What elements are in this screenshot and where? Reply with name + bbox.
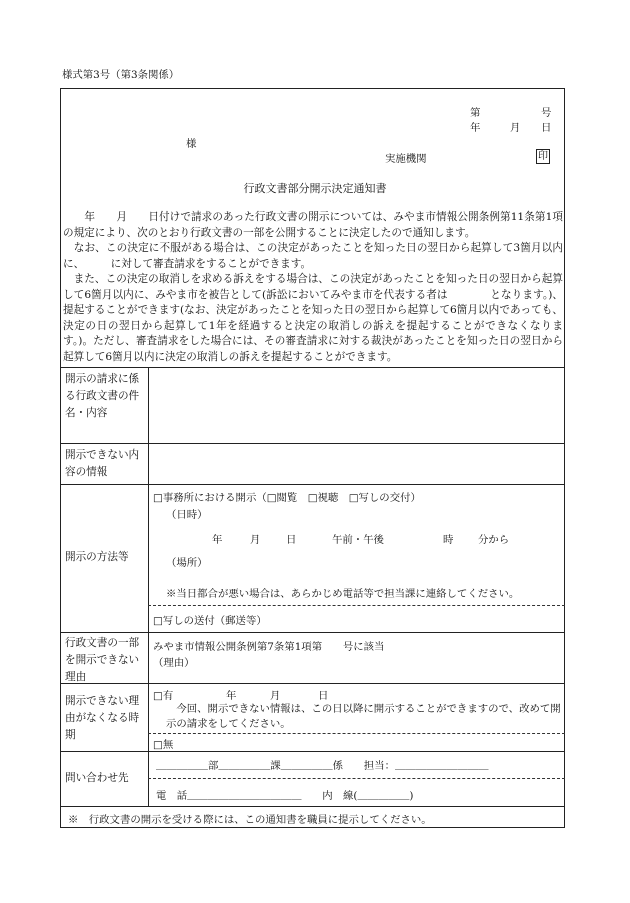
reason-label: 行政文書の一部を開示できない理由	[65, 637, 140, 683]
when-no: □無	[153, 739, 174, 751]
request-label: 開示の請求に係る行政文書の件名・内容	[65, 373, 140, 419]
nondisclose-label: 開示できない内容の情報	[65, 449, 140, 478]
when-day: 日	[318, 690, 329, 702]
date-day: 日	[541, 122, 552, 134]
row-divider	[60, 806, 565, 807]
contact-tel: 電 話＿＿＿＿＿＿＿＿＿＿＿ 内 線(＿＿＿＿＿)	[156, 790, 414, 802]
document-title: 行政文書部分開示決定通知書	[243, 182, 387, 195]
reason-sub: （理由）	[153, 657, 195, 669]
contact-line: ＿＿＿＿＿部＿＿＿＿＿課＿＿＿＿＿係 担当：＿＿＿＿＿＿＿＿＿	[156, 760, 489, 772]
form-id: 様式第3号（第3条関係）	[62, 69, 180, 81]
when-text: 今回、開示できない情報は、この日以降に開示することができますので、改めて開示の請求をしてください。	[166, 703, 561, 730]
method-year: 年	[212, 534, 223, 546]
date-year: 年	[470, 122, 481, 134]
method-hour: 時	[443, 534, 454, 546]
body-paragraph-2: なお、この決定に不服がある場合は、この決定があったことを知った日の翌日から起算して3箇月以内に、 に対して審査請求をすることができます。	[63, 242, 563, 270]
body-paragraph-3: また、この決定の取消しを求める訴えをする場合は、この決定があったことを知った日の翌日から起算して6箇月以内に、みやま市を被告として(訴訟においてみやま市を代表する者は となります。)、提起することができます(なお、決定があったことを知った日の翌日から起算して6箇月以内であっても、決定の日の翌日から起算して1年を経過すると決定の取消しの訴えを提起することができなくなります。)。ただし、審査請求をした場合には、その審査請求に対する裁決があったことを知った日の翌日から起算して6箇月以内に決定の取消しの訴えを提起することができます。	[63, 273, 563, 363]
body-paragraph-1: 年 月 日付けで請求のあった行政文書の開示については、みやま市情報公開条例第11条第1項の規定により、次のとおり行政文書の一部を公開することに決定したので通知します。	[63, 211, 563, 239]
method-place: （場所）	[166, 557, 208, 569]
date-month: 月	[510, 122, 521, 134]
dashed-divider	[148, 733, 565, 734]
method-note: ※当日都合が悪い場合は、あらかじめ電話等で担当課に連絡してください。	[166, 588, 520, 600]
addressee-sama: 様	[186, 138, 197, 150]
method-day: 日	[286, 534, 297, 546]
row-divider	[60, 367, 565, 368]
notice-body	[63, 210, 563, 365]
number-go: 号	[541, 107, 552, 119]
number-dai: 第	[470, 107, 481, 119]
footer-note: ※ 行政文書の開示を受ける際には、この通知書を職員に提示してください。	[68, 814, 432, 826]
column-divider	[148, 367, 149, 806]
reason-text: みやま市情報公開条例第7条第1項第 号に該当	[153, 641, 385, 653]
method-datetime: （日時）	[166, 509, 208, 521]
row-divider	[60, 484, 565, 485]
method-office: □事務所における開示（□閲覧 □視聴 □写しの交付）	[153, 492, 421, 504]
row-divider	[60, 751, 565, 752]
when-label: 開示できない理由がなくなる時期	[65, 695, 140, 741]
contact-label: 問い合わせ先	[65, 772, 129, 784]
seal-mark: 印	[538, 151, 548, 162]
row-divider	[60, 443, 565, 444]
dashed-divider	[148, 778, 565, 779]
method-month: 月	[250, 534, 261, 546]
agency-label: 実施機関	[385, 153, 427, 165]
method-ampm: 午前・午後	[332, 534, 384, 546]
row-divider	[60, 632, 565, 633]
method-label: 開示の方法等	[65, 551, 129, 563]
method-mail: □写しの送付（郵送等）	[153, 615, 267, 627]
method-minute: 分から	[478, 534, 510, 546]
when-year: 年	[226, 690, 237, 702]
when-month: 月	[270, 690, 281, 702]
when-yes: □有	[153, 690, 174, 702]
dashed-divider	[148, 605, 565, 606]
